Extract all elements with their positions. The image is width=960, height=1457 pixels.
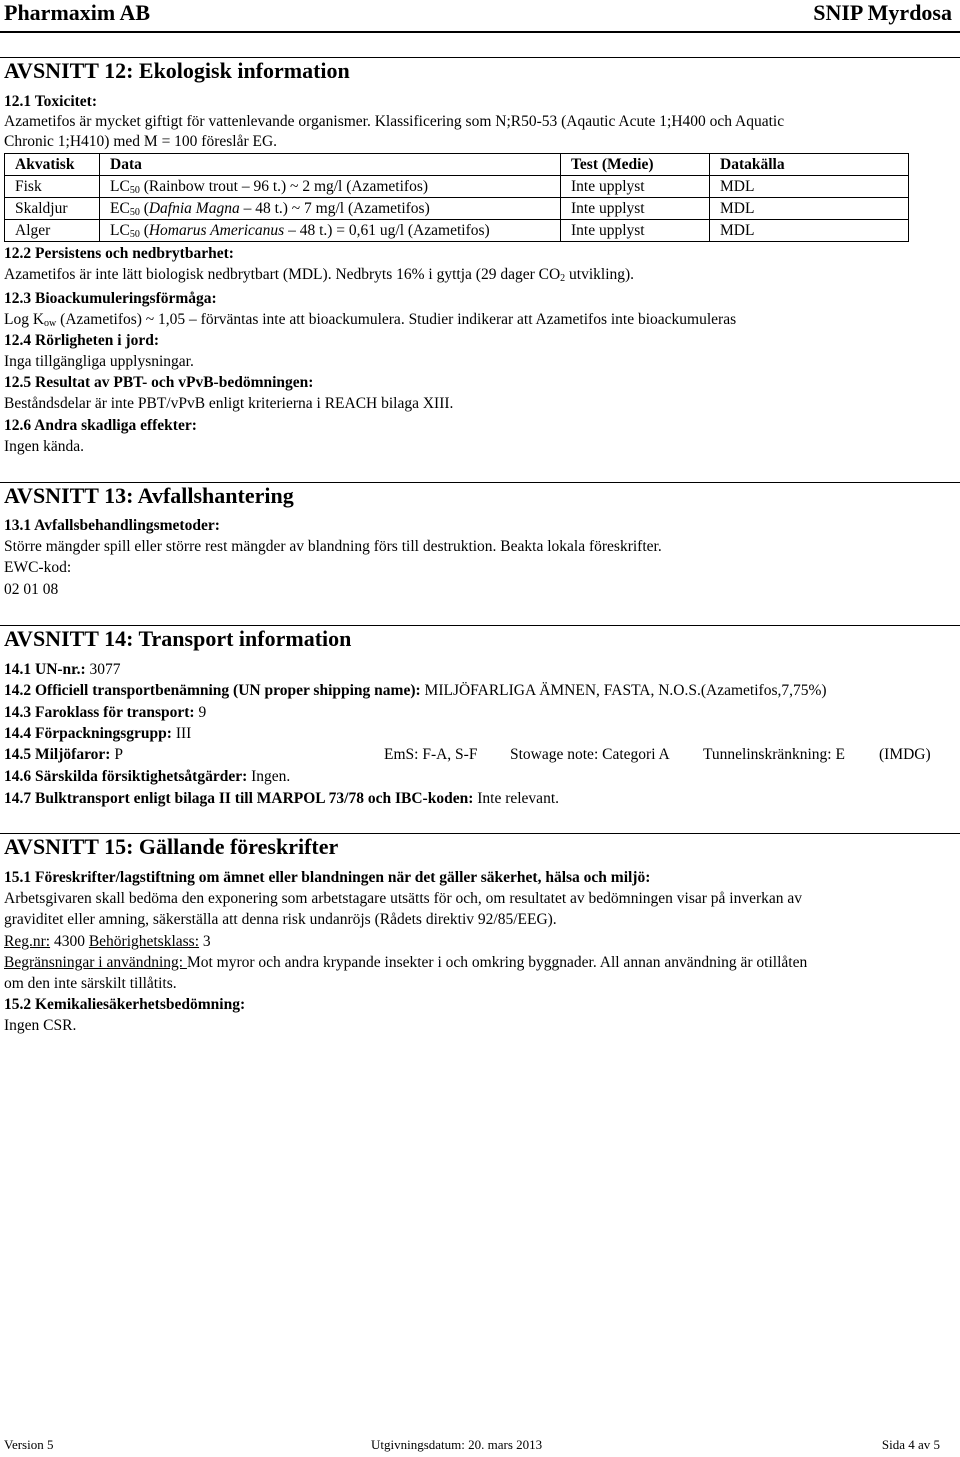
chemical-safety-text: Ingen CSR. bbox=[4, 1017, 77, 1034]
cell-data-sub: 50 bbox=[129, 184, 140, 196]
env-hazard-label: 14.5 Miljöfaror: bbox=[4, 746, 111, 763]
hazard-class-label: 14.3 Faroklass för transport: bbox=[4, 704, 195, 721]
persistence-text-a: Azametifos är inte lätt biologisk nedbrytbart (MDL). Nedbryts 16% i gyttja (29 dager CO bbox=[4, 266, 561, 283]
toxicity-table bbox=[4, 153, 909, 242]
precautions bbox=[4, 768, 290, 786]
precautions-value: Ingen. bbox=[247, 768, 291, 785]
reg-label: Reg.nr: bbox=[4, 933, 51, 950]
cell-data-prefix: LC bbox=[110, 221, 130, 239]
cell-data-rest: ( bbox=[139, 221, 149, 239]
ems-code: EmS: F-A, S-F bbox=[384, 746, 478, 763]
toxicity-text-line1: Azametifos är mycket giftigt för vattenlevande organismer. Klassificering som N;R50-53 (Aqautic Acute 1;H400 och Aquatic bbox=[4, 113, 785, 130]
packing-group-value: III bbox=[171, 725, 192, 742]
cell-data-prefix: LC bbox=[110, 177, 130, 195]
footer-date: Utgivningsdatum: 20. mars 2013 bbox=[371, 1437, 543, 1452]
cell-akvatisk: Alger bbox=[5, 220, 100, 242]
restrictions-label: Begränsningar i användning: bbox=[4, 954, 187, 971]
header-divider bbox=[0, 31, 960, 33]
persistence-text-b: utvikling). bbox=[565, 266, 635, 283]
precautions-label: 14.6 Särskilda försiktighetsåtgärder: bbox=[4, 768, 248, 785]
toxicity-text-line2: Chronic 1;H410) med M = 100 föreslår EG. bbox=[4, 133, 278, 150]
regulations-text-line2: graviditet eller amning, säkerställa att denna risk undanröjs (Rådets direktiv 92/85/EEG). bbox=[4, 911, 557, 928]
table-row bbox=[5, 220, 909, 242]
stowage-note: Stowage note: Categori A bbox=[510, 746, 670, 763]
cell-data bbox=[100, 176, 561, 198]
registration bbox=[4, 933, 211, 951]
section-15-title: AVSNITT 15: Gällande föreskrifter bbox=[4, 834, 339, 859]
un-number-value: 3077 bbox=[85, 661, 121, 678]
restrictions-line2: om den inte särskilt tillåtits. bbox=[4, 975, 177, 992]
bulk-transport bbox=[4, 790, 559, 808]
persistence-sub: 2 bbox=[560, 273, 566, 284]
env-hazard-value: P bbox=[110, 746, 123, 763]
un-number bbox=[4, 661, 121, 679]
mobility-text: Inga tillgängliga upplysningar. bbox=[4, 353, 194, 370]
other-effects-heading: 12.6 Andra skadliga effekter: bbox=[4, 417, 197, 434]
section-14-title: AVSNITT 14: Transport information bbox=[4, 626, 352, 651]
other-effects-text: Ingen kända. bbox=[4, 438, 85, 455]
waste-method-heading: 13.1 Avfallsbehandlingsmetoder: bbox=[4, 517, 220, 534]
regulations-text-line1: Arbetsgivaren skall bedöma den exponering som arbetstagare utsätts för och, om resultatet av bedömningen visar på inverkan av bbox=[4, 890, 803, 907]
cell-data-after: – 48 t.) = 0,61 ug/l (Azametifos) bbox=[284, 221, 490, 239]
ewc-label: EWC-kod: bbox=[4, 559, 72, 576]
header-data: Data bbox=[100, 154, 561, 176]
toxicity-heading: 12.1 Toxicitet: bbox=[4, 93, 97, 110]
cell-akvatisk: Skaldjur bbox=[5, 198, 100, 220]
hazard-class bbox=[4, 704, 206, 722]
tunnel-restriction: Tunnelinskränkning: E bbox=[703, 746, 845, 763]
persistence-text bbox=[4, 266, 634, 284]
cell-test: Inte upplyst bbox=[561, 198, 710, 220]
bulk-transport-value: Inte relevant. bbox=[473, 790, 559, 807]
product-name: SNIP Myrdosa bbox=[813, 0, 952, 25]
persistence-heading: 12.2 Persistens och nedbrytbarhet: bbox=[4, 245, 234, 262]
un-number-label: 14.1 UN-nr.: bbox=[4, 661, 86, 678]
cell-data-species: Dafnia Magna bbox=[148, 199, 240, 217]
bioaccumulation-heading: 12.3 Bioackumuleringsförmåga: bbox=[4, 290, 217, 307]
authorization-class-label: Behörighetsklass: bbox=[88, 933, 200, 950]
env-hazard bbox=[4, 746, 123, 764]
header-test: Test (Medie) bbox=[561, 154, 710, 176]
cell-data bbox=[100, 220, 561, 242]
cell-datakalla: MDL bbox=[710, 198, 909, 220]
cell-test: Inte upplyst bbox=[561, 220, 710, 242]
cell-akvatisk: Fisk bbox=[5, 176, 100, 198]
section-12-title: AVSNITT 12: Ekologisk information bbox=[4, 58, 350, 83]
cell-datakalla: MDL bbox=[710, 220, 909, 242]
waste-method-text: Större mängder spill eller större rest mängder av blandning förs till destruktion. Beakta lokala föreskrifter. bbox=[4, 538, 662, 555]
footer-version: Version 5 bbox=[4, 1437, 54, 1452]
cell-data-rest: (Rainbow trout – 96 t.) ~ 2 mg/l (Azametifos) bbox=[139, 177, 429, 195]
table-row bbox=[5, 198, 909, 220]
footer-page: Sida 4 av 5 bbox=[881, 1437, 940, 1452]
cell-datakalla: MDL bbox=[710, 176, 909, 198]
bioaccumulation-text-b: (Azametifos) ~ 1,05 – förväntas inte att bioackumulera. Studier indikerar att Azametifos inte bioackumuleras bbox=[56, 311, 737, 328]
pbt-heading: 12.5 Resultat av PBT- och vPvB-bedömningen: bbox=[4, 374, 314, 391]
shipping-name-value: MILJÖFARLIGA ÄMNEN, FASTA, N.O.S.(Azametifos,7,75%) bbox=[420, 682, 827, 699]
chemical-safety-heading: 15.2 Kemikaliesäkerhetsbedömning: bbox=[4, 996, 246, 1013]
shipping-name-label: 14.2 Officiell transportbenämning (UN proper shipping name): bbox=[4, 682, 421, 699]
reg-value: 4300 bbox=[50, 933, 89, 950]
ewc-value: 02 01 08 bbox=[4, 581, 59, 598]
bioaccumulation-text bbox=[4, 311, 736, 329]
cell-data-species: Homarus Americanus bbox=[148, 221, 285, 239]
table-header-row bbox=[5, 154, 909, 176]
table-row bbox=[5, 176, 909, 198]
section-13-title: AVSNITT 13: Avfallshantering bbox=[4, 483, 294, 508]
imdg-label: (IMDG) bbox=[879, 746, 931, 763]
restrictions-line1 bbox=[4, 954, 807, 972]
cell-data bbox=[100, 198, 561, 220]
company-name: Pharmaxim AB bbox=[4, 0, 151, 25]
cell-test: Inte upplyst bbox=[561, 176, 710, 198]
restrictions-text: Mot myror och andra krypande insekter i och omkring byggnader. All annan användning är otillåten bbox=[186, 954, 808, 971]
cell-data-prefix: EC bbox=[110, 199, 130, 217]
bioaccumulation-text-a: Log K bbox=[4, 311, 45, 328]
authorization-class-value: 3 bbox=[199, 933, 211, 950]
pbt-text: Beståndsdelar är inte PBT/vPvB enligt kriterierna i REACH bilaga XIII. bbox=[4, 395, 454, 412]
regulations-heading: 15.1 Föreskrifter/lagstiftning om ämnet eller blandningen när det gäller säkerhet, hälsa och miljö: bbox=[4, 869, 651, 886]
hazard-class-value: 9 bbox=[194, 704, 207, 721]
header-datakalla: Datakälla bbox=[710, 154, 909, 176]
cell-data-sub: 50 bbox=[129, 206, 140, 218]
cell-data-after: – 48 t.) ~ 7 mg/l (Azametifos) bbox=[239, 199, 430, 217]
bulk-transport-label: 14.7 Bulktransport enligt bilaga II till MARPOL 73/78 och IBC-koden: bbox=[4, 790, 474, 807]
cell-data-rest: ( bbox=[139, 199, 149, 217]
cell-data-sub: 50 bbox=[129, 228, 140, 240]
mobility-heading: 12.4 Rörligheten i jord: bbox=[4, 332, 159, 349]
shipping-name bbox=[4, 682, 827, 700]
bioaccumulation-sub: ow bbox=[44, 318, 57, 329]
packing-group bbox=[4, 725, 191, 743]
header-akvatisk: Akvatisk bbox=[5, 154, 100, 176]
packing-group-label: 14.4 Förpackningsgrupp: bbox=[4, 725, 172, 742]
